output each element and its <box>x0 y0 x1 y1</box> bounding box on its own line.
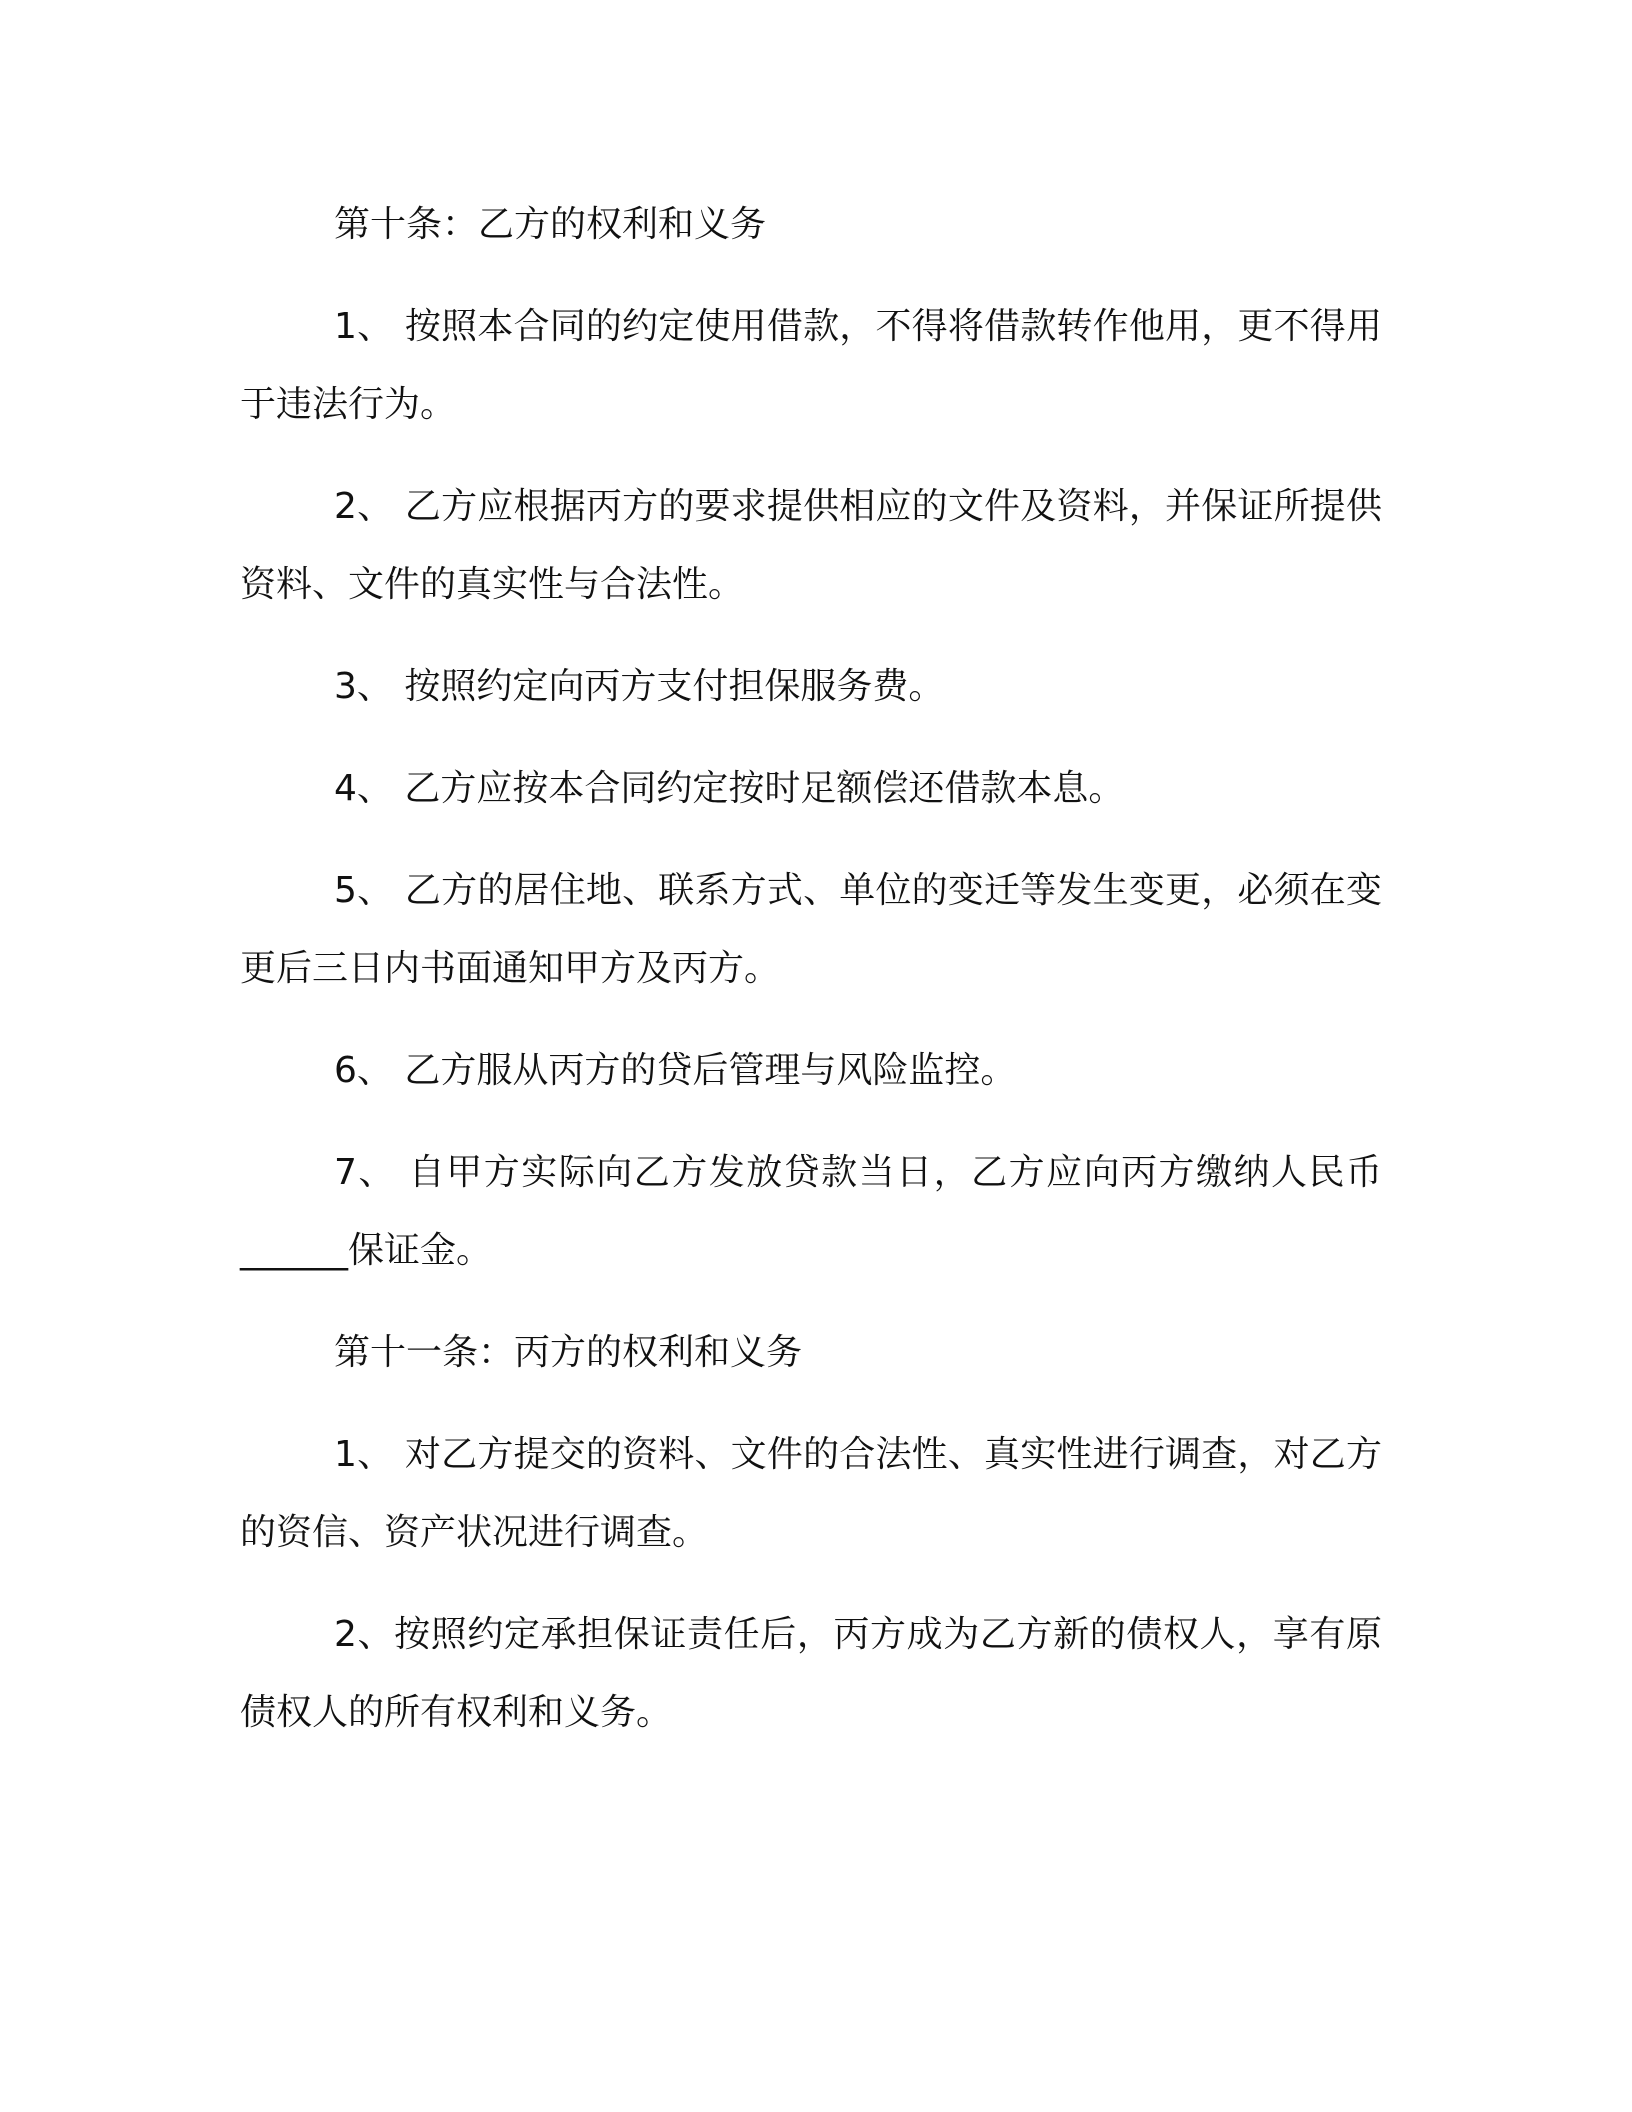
article-10-item-6: 6、 乙方服从丙方的贷后管理与风险监控。 <box>334 1050 1017 1091</box>
article-10-item-7: 7、 自甲方实际向乙方发放贷款当日，乙方应向丙方缴纳人民币______保证金。 <box>240 1152 1382 1271</box>
article-10-item-5: 5、 乙方的居住地、联系方式、单位的变迁等发生变更，必须在变更后三日内书面通知甲方及丙方。 <box>240 870 1382 989</box>
section-heading-article-11: 第十一条：丙方的权利和义务 <box>334 1332 803 1373</box>
document-body <box>240 186 1382 1776</box>
article-11-item-2: 2、按照约定承担保证责任后，丙方成为乙方新的债权人，享有原债权人的所有权利和义务。 <box>240 1614 1382 1733</box>
article-10-item-4: 4、 乙方应按本合同约定按时足额偿还借款本息。 <box>334 768 1125 809</box>
article-10-item-3: 3、 按照约定向丙方支付担保服务费。 <box>334 666 945 707</box>
article-11-item-1: 1、 对乙方提交的资料、文件的合法性、真实性进行调查，对乙方的资信、资产状况进行调查。 <box>240 1434 1382 1553</box>
article-10-item-1: 1、 按照本合同的约定使用借款，不得将借款转作他用，更不得用于违法行为。 <box>240 306 1382 425</box>
article-10-item-2: 2、 乙方应根据丙方的要求提供相应的文件及资料，并保证所提供资料、文件的真实性与合法性。 <box>240 486 1382 605</box>
section-heading-article-10: 第十条：乙方的权利和义务 <box>334 204 767 245</box>
